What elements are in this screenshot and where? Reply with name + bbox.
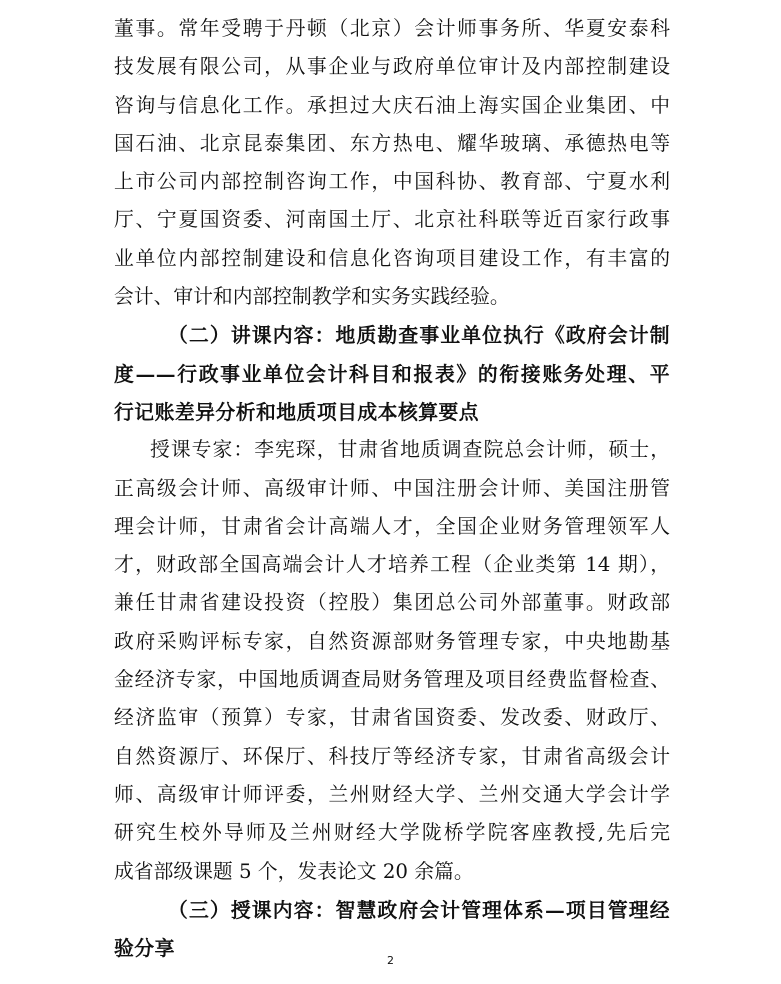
text-line: 技发展有限公司，从事企业与政府单位审计及内部控制建设 [114,55,670,79]
text-line: 兼任甘肃省建设投资（控股）集团总公司外部董事。财政部 [114,591,670,615]
text-line: 理会计师，甘肃省会计高端人才，全国企业财务管理领军人 [114,514,670,538]
section-heading-2 [114,316,670,431]
heading-line: 度——行政事业单位会计科目和报表》的衔接账务处理、平 [114,361,670,386]
heading-line: （三）授课内容：智慧政府会计管理体系—项目管理经 [168,897,670,922]
text-line: 自然资源厅、环保厅、科技厅等经济专家，甘肃省高级会计 [114,744,670,768]
paragraph-bio-continued [114,10,670,316]
paragraph-lecturer-bio [114,431,670,891]
text-line: 才，财政部全国高端会计人才培养工程（企业类第 14 期）， [114,553,670,577]
heading-line: 验分享 [114,936,175,961]
text-line: 正高级会计师、高级审计师、中国注册会计师、美国注册管 [114,476,670,500]
text-line: 经济监审（预算）专家，甘肃省国资委、发改委、财政厅、 [114,706,670,730]
text-line: 业单位内部控制建设和信息化咨询项目建设工作，有丰富的 [114,246,670,270]
text-line: 研究生校外导师及兰州财经大学陇桥学院客座教授,先后完 [114,821,670,845]
text-line: 董事。常年受聘于丹顿（北京）会计师事务所、华夏安泰科 [114,17,670,40]
heading-line: 行记账差异分析和地质项目成本核算要点 [114,399,480,424]
page-content [114,10,670,967]
text-line: 会计、审计和内部控制教学和实务实践经验。 [114,285,510,309]
text-line: 厅、宁夏国资委、河南国土厅、北京社科联等近百家行政事 [114,208,670,232]
text-line: 授课专家：李宪琛，甘肃省地质调查院总会计师，硕士， [150,438,670,462]
text-line: 金经济专家，中国地质调查局财务管理及项目经费监督检查、 [114,668,670,692]
text-line: 咨询与信息化工作。承担过大庆石油上海实国企业集团、中 [114,93,670,117]
text-line: 上市公司内部控制咨询工作，中国科协、教育部、宁夏水利 [114,170,670,194]
text-line: 政府采购评标专家，自然资源部财务管理专家，中央地勘基 [114,629,670,653]
heading-line: （二）讲课内容：地质勘查事业单位执行《政府会计制 [168,323,670,348]
text-line: 成省部级课题 5 个，发表论文 20 余篇。 [114,859,474,883]
text-line: 师、高级审计师评委，兰州财经大学、兰州交通大学会计学 [114,782,670,806]
text-line: 国石油、北京昆泰集团、东方热电、耀华玻璃、承德热电等 [114,131,670,155]
page-number: 2 [387,954,394,967]
